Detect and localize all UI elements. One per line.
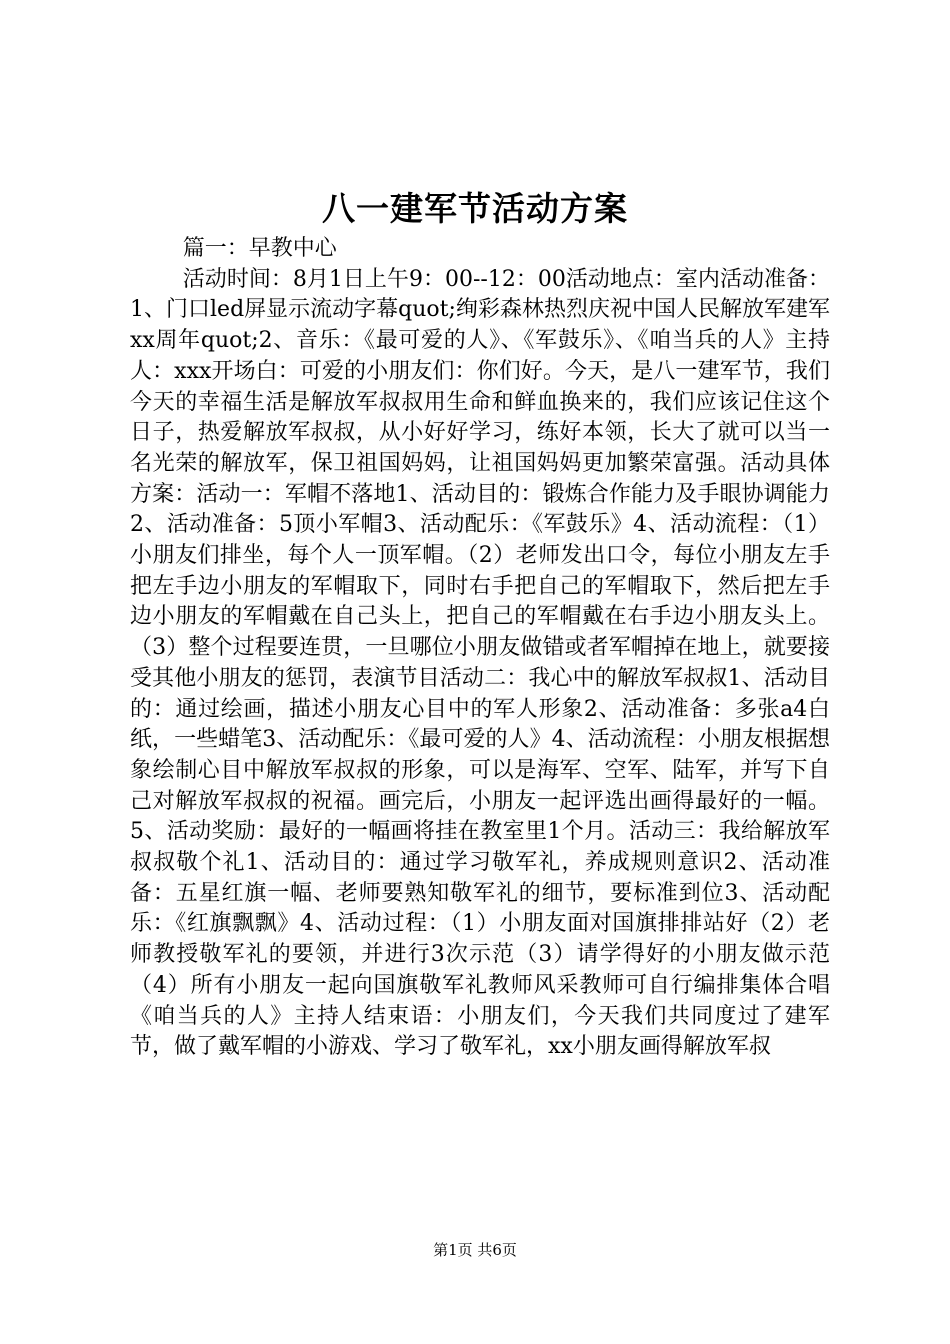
document-body — [130, 234, 830, 1063]
section-heading: 篇一：早教中心 — [182, 236, 337, 261]
document-title: 八一建军节活动方案 — [322, 189, 628, 228]
body-paragraph: 活动时间：8月1日上午9：00--12：00活动地点：室内活动准备：1、门口led屏显示流动字幕quot;绚彩森林热烈庆祝中国人民解放军建军xx周年quot;2、音乐：《最可爱的人》、《军鼓乐》、《咱当兵的人》主持人：xxx开场白：可爱的小朋友们：你们好。今天，是八一建军节，我们今天的幸福生活是解放军叔叔用生命和鲜血换来的，我们应该记住这个日子，热爱解放军叔叔，从小好好学习，练好本领，长大了就可以当一名光荣的解放军，保卫祖国妈妈，让祖国妈妈更加繁荣富强。活动具体方案：活动一：军帽不落地1、活动目的：锻炼合作能力及手眼协调能力2、活动准备：5顶小军帽3、活动配乐：《军鼓乐》4、活动流程：（1）小朋友们排坐，每个人一顶军帽。（2）老师发出口令，每位小朋友左手把左手边小朋友的军帽取下，同时右手把自己的军帽取下，然后把左手边小朋友的军帽戴在自己头上，把自己的军帽戴在右手边小朋友头上。（3）整个过程要连贯，一旦哪位小朋友做错或者军帽掉在地上，就要接受其他小朋友的惩罚，表演节目活动二：我心中的解放军叔叔1、活动目的：通过绘画，描述小朋友心目中的军人形象2、活动准备：多张a4白纸，一些蜡笔3、活动配乐：《最可爱的人》4、活动流程：小朋友根据想象绘制心目中解放军叔叔的形象，可以是海军、空军、陆军，并写下自己对解放军叔叔的祝福。画完后，小朋友一起评选出画得最好的一幅。5、活动奖励：最好的一幅画将挂在教室里1个月。活动三：我给解放军叔叔敬个礼1、活动目的：通过学习敬军礼，养成规则意识2、活动准备：五星红旗一幅、老师要熟知敬军礼的细节，要标准到位3、活动配乐：《红旗飘飘》4、活动过程：（1）小朋友面对国旗排排站好（2）老师教授敬军礼的要领，并进行3次示范（3）请学得好的小朋友做示范（4）所有小朋友一起向国旗敬军礼教师风采教师可自行编排集体合唱《咱当兵的人》主持人结束语：小朋友们，今天我们共同度过了建军节，做了戴军帽的小游戏、学习了敬军礼，xx小朋友画得解放军叔 — [130, 266, 830, 1060]
page-footer: 第1页 共6页 — [433, 1241, 517, 1259]
